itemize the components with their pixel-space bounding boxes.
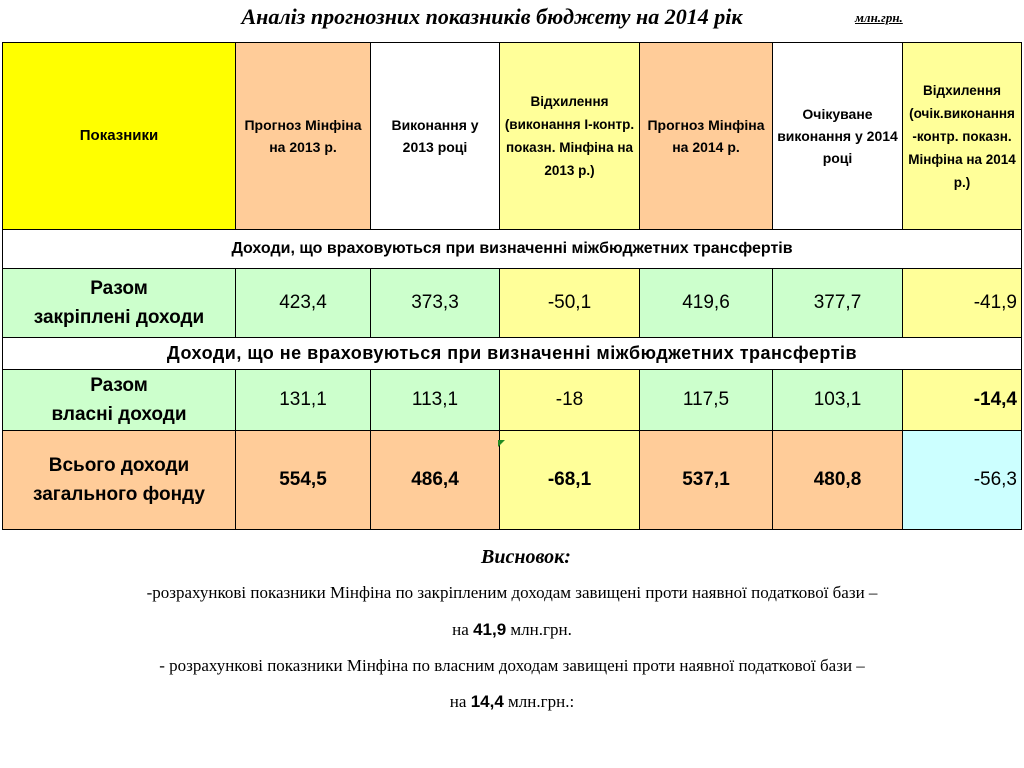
header-forecast-2013: Прогноз Мінфіна на 2013 р.	[236, 43, 371, 230]
table-row-assigned-income	[3, 269, 1022, 338]
conclusion-line-2: на 41,9 млн.грн.	[452, 620, 572, 639]
cell-value: 131,1	[236, 370, 371, 431]
section-row-non-transfers	[3, 338, 1022, 370]
cell-value: 377,7	[773, 269, 903, 338]
header-deviation-2014: Відхилення (очік.виконання -контр. показн. Мінфіна на 2014 р.)	[903, 43, 1022, 230]
cell-value: 373,3	[371, 269, 500, 338]
cell-value: 117,5	[640, 370, 773, 431]
section-title-included: Доходи, що враховуються при визначенні міжбюджетних трансфертів	[3, 230, 1022, 269]
row-label-line2: загального фонду	[33, 484, 205, 505]
table-row-total-income	[3, 431, 1022, 530]
cell-comment-marker-icon	[498, 440, 505, 447]
cell-value: -14,4	[903, 370, 1022, 431]
header-expected-2014: Очікуване виконання у 2014 році	[773, 43, 903, 230]
cell-value: 537,1	[640, 431, 773, 530]
table-header-row	[3, 43, 1022, 230]
cell-value: -18	[500, 370, 640, 431]
section-title-excluded: Доходи, що не враховуються при визначенні міжбюджетних трансфертів	[3, 338, 1022, 370]
conclusion-amount-2: 14,4	[470, 692, 504, 711]
section-row-transfers	[3, 230, 1022, 269]
header-deviation-2013: Відхилення (виконання І-контр. показн. Мінфіна на 2013 р.)	[500, 43, 640, 230]
cell-value: 103,1	[773, 370, 903, 431]
cell-value: -41,9	[903, 269, 1022, 338]
conclusion-line-3: - розрахункові показники Мінфіна по власним доходам завищені проти наявної податкової бази –	[159, 656, 865, 675]
row-label-line1: Разом	[90, 375, 148, 396]
header-indicators: Показники	[3, 43, 236, 230]
cell-value: -68,1	[500, 431, 640, 530]
cell-value: 113,1	[371, 370, 500, 431]
cell-value: 480,8	[773, 431, 903, 530]
conclusion-title: Висновок:	[481, 546, 571, 568]
cell-value: 486,4	[371, 431, 500, 530]
cell-value: -56,3	[903, 431, 1022, 530]
row-label-line2: закріплені доходи	[33, 307, 205, 328]
row-label-line1: Всього доходи	[48, 455, 190, 476]
conclusion-line-1: -розрахункові показники Мінфіна по закріпленим доходам завищені проти наявної податкової бази –	[146, 583, 878, 602]
cell-value: -50,1	[500, 269, 640, 338]
row-label-line1: Разом	[90, 278, 148, 299]
row-label-total	[3, 431, 236, 530]
table-row-own-income	[3, 370, 1022, 431]
row-label-assigned	[3, 269, 236, 338]
unit-label: млн.грн.	[855, 10, 903, 25]
header-forecast-2014: Прогноз Мінфіна на 2014 р.	[640, 43, 773, 230]
cell-value: 423,4	[236, 269, 371, 338]
header-actual-2013: Виконання у 2013 році	[371, 43, 500, 230]
row-label-own	[3, 370, 236, 431]
cell-value: 554,5	[236, 431, 371, 530]
conclusion-line-4: на 14,4 млн.грн.:	[449, 692, 575, 711]
row-label-line2: власні доходи	[51, 404, 187, 425]
budget-table	[2, 42, 1022, 530]
cell-value: 419,6	[640, 269, 773, 338]
page-title: Аналіз прогнозних показників бюджету на 2014 рік	[241, 4, 743, 29]
conclusion-amount-1: 41,9	[473, 620, 507, 639]
